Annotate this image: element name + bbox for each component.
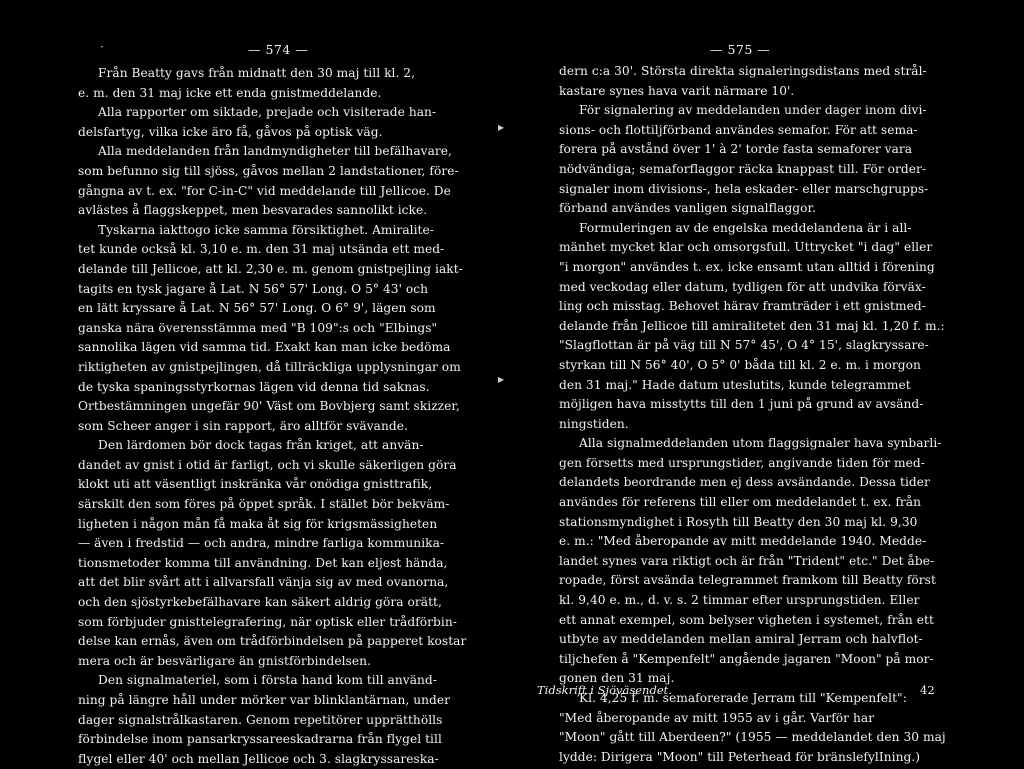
text-line: "Moon" gått till Aberdeen?" (1955 — meddelandet den 30 maj: [559, 730, 946, 745]
text-line: möjligen hava misstytts till den 1 juni på grund av avsänd-: [559, 397, 924, 412]
text-line: användes för referens till eller om meddelandet t. ex. från: [559, 495, 922, 510]
text-line: särskilt den som föres på öppet språk. I stället bör bekväm-: [78, 497, 450, 512]
text-line: "Med åberopande av mitt 1955 av i går. Varför har: [559, 710, 875, 725]
text-line: Från Beatty gavs från midnatt den 30 maj till kl. 2,: [98, 66, 416, 80]
text-line: som befunno sig till sjöss, gåvos mellan 2 landstationer, före-: [78, 163, 459, 178]
text-line: gångna av t. ex. "for C-in-C" vid meddelande till Jellicoe. De: [78, 183, 451, 198]
text-line: Alla rapporter om siktade, prejade och visiterade han-: [98, 105, 437, 120]
right-page-number: — 575 —: [710, 42, 771, 57]
text-line: utbyte av meddelanden mellan amiral Jerram och halvflot-: [559, 632, 923, 647]
text-line: styrkan till N 56° 40', O 5° 0' båda till kl. 2 e. m. i morgon: [559, 357, 921, 372]
text-line: Alla meddelanden från landmyndigheter till befälhavare,: [98, 144, 452, 159]
text-line: tagits en tysk jagare å Lat. N 56° 57' Long. O 5° 43' och: [78, 281, 429, 296]
text-line: den 31 maj." Hade datum uteslutits, kunde telegrammet: [559, 377, 911, 392]
text-line: Formuleringen av de engelska meddelandena är i all-: [579, 220, 912, 235]
text-line: tionsmetoder komma till användning. Det kan eljest hända,: [78, 555, 448, 570]
text-line: dager signalstrålkastaren. Genom repetitörer upprätthölls: [78, 712, 443, 727]
text-line: gonen den 31 maj.: [559, 671, 675, 686]
text-line: signaler inom divisions-, hela eskader- eller marschgrupps-: [559, 181, 929, 196]
text-line: gen försetts med ursprungstider, angivande tiden för med-: [559, 455, 925, 470]
text-line: kl. 9,40 e. m., d. v. s. 2 timmar efter ursprungstiden. Eller: [559, 593, 920, 608]
text-line: tet kunde också kl. 3,10 e. m. den 31 maj utsända ett med-: [78, 242, 445, 257]
sheet-number: 42: [920, 683, 935, 697]
text-line: flygel eller 40' och mellan Jellicoe och 3. slagkryssareska-: [78, 751, 439, 766]
text-line: Den lärdomen bör dock tagas från kriget, att använ-: [98, 438, 424, 453]
text-line: förband användes vanligen signalflaggor.: [559, 201, 817, 216]
text-line: ling och misstag. Behovet härav framträder i ett gnistmed-: [559, 299, 926, 314]
right-page: [498, 0, 1024, 766]
text-line: delandets beordrande men ej dess avsändande. Dessa tider: [559, 475, 930, 490]
text-line: tiljchefen å "Kempenfelt" angående jagaren "Moon" på mor-: [559, 651, 934, 666]
left-text-column: [78, 64, 474, 769]
left-page: [0, 0, 512, 766]
text-line: delande till Jellicoe, att kl. 2,30 e. m. genom gnistpejling iakt-: [78, 261, 463, 276]
text-line: att det blir svårt att i allvarsfall vänja sig av med ovanorna,: [78, 575, 449, 590]
text-line: klokt uti att väsentligt inskränka vår onödiga gnisttrafik,: [78, 477, 433, 492]
text-line: mänhet mycket klar och omsorgsfull. Uttrycket "i dag" eller: [559, 240, 933, 255]
text-line: ropade, först avsända telegrammet framkom till Beatty först: [559, 573, 936, 588]
scan-speck: ·: [100, 40, 104, 54]
text-line: som förbjuder gnisttelegrafering, när optisk eller trådförbin-: [78, 614, 457, 629]
text-line: Alla signalmeddelanden utom flaggsignaler hava synbarli-: [579, 436, 942, 451]
text-line: e. m. den 31 maj icke ett enda gnistmeddelande.: [78, 85, 382, 100]
scan-speck: ▸: [498, 120, 505, 134]
text-line: lydde: Dirigera "Moon" till Peterhead för bränslefylIning.): [559, 749, 921, 764]
text-line: ning på längre håll under mörker var blinklantärnan, under: [78, 693, 450, 707]
text-line: stationsmyndighet i Rosyth till Beatty den 30 maj kl. 9,30: [559, 514, 918, 529]
text-line: sions- och flottiljförband användes semafor. För att sema-: [559, 122, 918, 137]
text-line: sannolika lägen vid samma tid. Exakt kan man icke bedöma: [78, 340, 451, 355]
text-line: riktigheten av gnistpejlingen, då tillräckliga upplysningar om: [78, 359, 461, 374]
text-line: ganska nära överensstämma med "B 109":s och "Elbings": [78, 320, 438, 335]
text-line: kastare synes hava varit närmare 10'.: [559, 83, 795, 98]
scan-speck: ▸: [498, 372, 505, 386]
text-line: nödvändiga; semaforflaggor räcka knappast till. För order-: [559, 161, 927, 176]
text-line: "i morgon" användes t. ex. icke ensamt utan alltid i förening: [559, 259, 935, 274]
text-line: e. m.: "Med åberopande av mitt meddelande 1940. Medde-: [559, 534, 927, 549]
text-line: mera och är besvärligare än gnistförbindelsen.: [78, 653, 371, 668]
text-line: delande från Jellicoe till amiralitetet den 31 maj kl. 1,20 f. m.:: [559, 318, 945, 333]
text-line: de tyska spaningsstyrkornas lägen vid denna tid saknas.: [78, 379, 430, 394]
text-line: förbindelse inom pansarkryssareeskadrarna från flygel till: [78, 732, 442, 747]
text-line: Ortbestämningen ungefär 90' Väst om Bovbjerg samt skizzer,: [78, 399, 460, 414]
text-line: dandet av gnist i otid är farligt, och vi skulle säkerligen göra: [78, 457, 457, 472]
journal-title: Tidskrift i Sjöväsendet.: [537, 683, 672, 697]
text-line: med veckodag eller datum, tydligen för att undvika förväx-: [559, 279, 926, 294]
right-text-column: [559, 62, 973, 767]
text-line: dern c:a 30'. Största direkta signaleringsdistans med strål-: [559, 64, 927, 78]
text-line: en lätt kryssare å Lat. N 56° 57' Long. O 6° 9', lägen som: [78, 301, 436, 316]
text-line: och den sjöstyrkebefälhavare kan säkert aldrig göra orätt,: [78, 595, 442, 610]
text-line: ligheten i någon mån få maka åt sig för krigsmässigheten: [78, 516, 438, 531]
text-line: delse kan ernås, även om trådförbindelsen på papperet kostar: [78, 634, 467, 649]
text-line: delsfartyg, vilka icke äro få, gåvos på optisk väg.: [78, 124, 383, 139]
text-line: som Scheer anger i sin rapport, äro alltför svävande.: [78, 418, 408, 433]
text-line: ett annat exempel, som belyser vigheten i systemet, från ett: [559, 612, 934, 627]
text-line: Tyskarna iakttogo icke samma försiktighet. Amiralite-: [98, 222, 434, 237]
text-line: "Slagflottan är på väg till N 57° 45', O 4° 15', slagkryssare-: [559, 338, 929, 353]
text-line: landet synes vara riktigt och är från "Trident" etc." Det åbe-: [559, 553, 935, 568]
text-line: Kl. 4,25 f. m. semaforerade Jerram till "Kempenfelt":: [579, 691, 907, 705]
text-line: Den signalmateriel, som i första hand kom till använd-: [98, 673, 437, 688]
text-line: ningstiden.: [559, 416, 629, 431]
left-page-number: — 574 —: [248, 42, 309, 57]
text-line: forera på avstånd över 1' à 2' torde fasta semaforer vara: [559, 142, 913, 157]
text-line: För signalering av meddelanden under dager inom divi-: [579, 103, 927, 118]
text-line: — även i fredstid — och andra, mindre farliga kommunika-: [78, 536, 445, 551]
text-line: avlästes å flaggskeppet, men besvarades sannolikt icke.: [78, 203, 428, 218]
